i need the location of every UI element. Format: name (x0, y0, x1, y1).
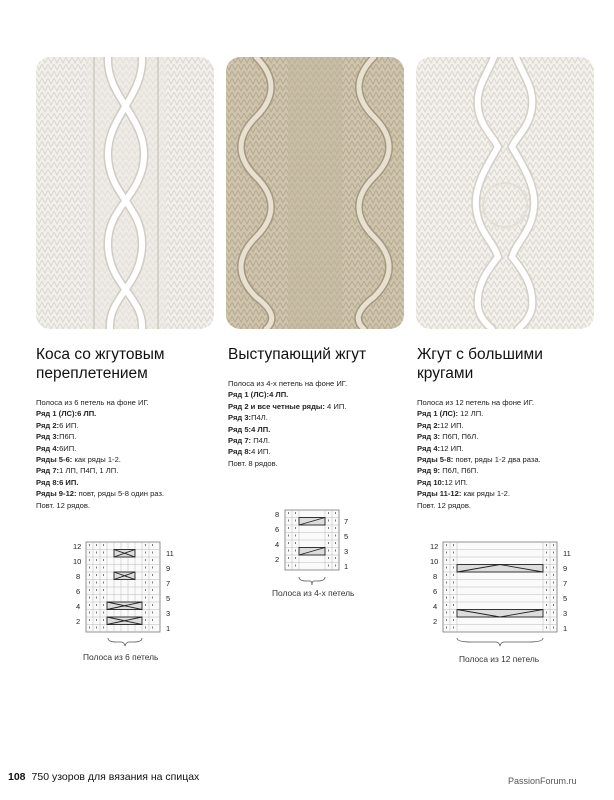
instruction-row: Ряд 3:П6П. (36, 432, 77, 442)
chart-caption-3: Полоса из 12 петель (459, 654, 540, 664)
row-number: 6 (275, 525, 280, 534)
pattern-title-3 (417, 345, 543, 383)
chart-caption-1: Полоса из 6 петель (83, 652, 159, 662)
instruction-row: Ряд 1 (ЛС):6 ЛП. (36, 409, 97, 419)
knit-photo-3-image (416, 57, 594, 329)
pattern-title-2 (228, 345, 366, 364)
instruction-row: Ряд 1 (ЛС):4 ЛП. (228, 390, 289, 400)
instruction-row: Полоса из 12 петель на фоне ИГ. (417, 398, 534, 407)
title-line: кругами (417, 365, 474, 382)
row-number: 10 (430, 557, 439, 566)
cable-photo-2 (226, 57, 404, 329)
row-number: 9 (166, 564, 171, 573)
pattern-instructions-3 (417, 397, 541, 511)
row-number: 1 (563, 624, 568, 633)
row-number: 3 (166, 609, 171, 618)
instruction-row: Ряд 5:4 ЛП. (228, 424, 271, 434)
row-number: 5 (344, 532, 349, 541)
instruction-row: Повт. 8 рядов. (228, 458, 278, 468)
row-number: 4 (433, 602, 438, 611)
instruction-row: Ряд 2:12 ИП. (417, 420, 464, 430)
cable-photo-1 (36, 57, 214, 329)
row-number: 11 (563, 549, 571, 558)
row-number: 3 (344, 547, 349, 556)
instruction-row: Ряды 9-12: повт, ряды 5-8 один раз. (36, 489, 165, 499)
row-number: 7 (344, 517, 349, 526)
knit-photo-2-image (226, 57, 404, 329)
chart-caption-2: Полоса из 4-х петель (272, 588, 355, 598)
instruction-row: Ряд 8:4 ИП. (228, 447, 271, 457)
instruction-row: Ряд 7:1 ЛП, П4П, 1 ЛП. (36, 466, 119, 476)
row-number: 12 (430, 542, 439, 551)
row-number: 10 (73, 557, 82, 566)
row-number: 11 (166, 549, 174, 558)
row-number: 5 (166, 594, 171, 603)
cable-photo-3 (416, 57, 594, 329)
row-number: 3 (563, 609, 568, 618)
instruction-row: Ряды 5-8: повт, ряды 1-2 два раза. (417, 455, 541, 465)
instruction-row: Полоса из 4-х петель на фоне ИГ. (228, 379, 348, 388)
instruction-row: Ряды 11-12: как ряды 1-2. (417, 489, 510, 499)
book-title: 750 узоров для вязания на спицах (31, 771, 200, 783)
row-number: 12 (73, 542, 82, 551)
row-number: 5 (563, 594, 568, 603)
instruction-row: Ряд 7: П4Л. (228, 436, 270, 446)
instruction-row: Ряд 4:6ИП. (36, 443, 77, 453)
row-number: 6 (76, 587, 81, 596)
instruction-row: Ряд 2 и все четные ряды: 4 ИП. (228, 401, 347, 411)
title-line: переплетением (36, 365, 148, 382)
chart-3-svg (427, 538, 577, 636)
row-number: 4 (275, 540, 280, 549)
title-line: Коса со жгутовым (36, 346, 165, 363)
title-line: Выступающий жгут (228, 346, 367, 363)
knitting-chart-3 (427, 538, 577, 650)
instruction-row: Ряд 2:6 ИП. (36, 420, 79, 430)
instruction-row: Повт. 12 рядов. (36, 500, 91, 510)
instruction-row: Полоса из 6 петель на фоне ИГ. (36, 398, 149, 407)
row-number: 8 (76, 572, 81, 581)
row-number: 8 (433, 572, 438, 581)
chart-2-svg (270, 507, 360, 575)
instruction-row: Ряд 4:12 ИП. (417, 443, 464, 453)
instruction-row: Ряд 3: П6П, П6Л. (417, 432, 479, 442)
page-number: 108 (8, 771, 26, 783)
instruction-row: Ряд 3:П4Л. (228, 413, 268, 423)
row-number: 4 (76, 602, 81, 611)
row-number: 6 (433, 587, 438, 596)
row-number: 1 (166, 624, 171, 633)
row-number: 2 (76, 617, 81, 626)
pattern-instructions-2 (228, 378, 347, 469)
pattern-instructions-1 (36, 397, 164, 511)
row-number: 7 (166, 579, 171, 588)
title-line: Жгут с большими (417, 346, 543, 363)
row-number: 2 (433, 617, 438, 626)
instruction-row: Повт. 12 рядов. (417, 500, 472, 510)
pattern-title-1 (36, 345, 165, 383)
row-number: 2 (275, 555, 280, 564)
knitting-chart-2 (270, 507, 360, 589)
instruction-row: Ряды 5-6: как ряды 1-2. (36, 455, 121, 465)
page-footer (8, 771, 199, 783)
row-number: 7 (563, 579, 568, 588)
chart-2-brace (270, 575, 360, 589)
instruction-row: Ряд 9: П6Л, П6П. (417, 466, 479, 476)
instruction-row: Ряд 8:6 ИП. (36, 477, 79, 487)
knitting-chart-1 (70, 538, 180, 650)
row-number: 9 (563, 564, 568, 573)
chart-3-brace (427, 636, 577, 650)
instruction-row: Ряд 1 (ЛС): 12 ЛП. (417, 409, 484, 419)
watermark: PassionForum.ru (508, 776, 577, 786)
chart-1-svg (70, 538, 180, 636)
chart-1-brace (70, 636, 180, 650)
instruction-row: Ряд 10:12 ИП. (417, 477, 468, 487)
row-number: 8 (275, 510, 280, 519)
knit-photo-1-image (36, 57, 214, 329)
row-number: 1 (344, 562, 349, 571)
